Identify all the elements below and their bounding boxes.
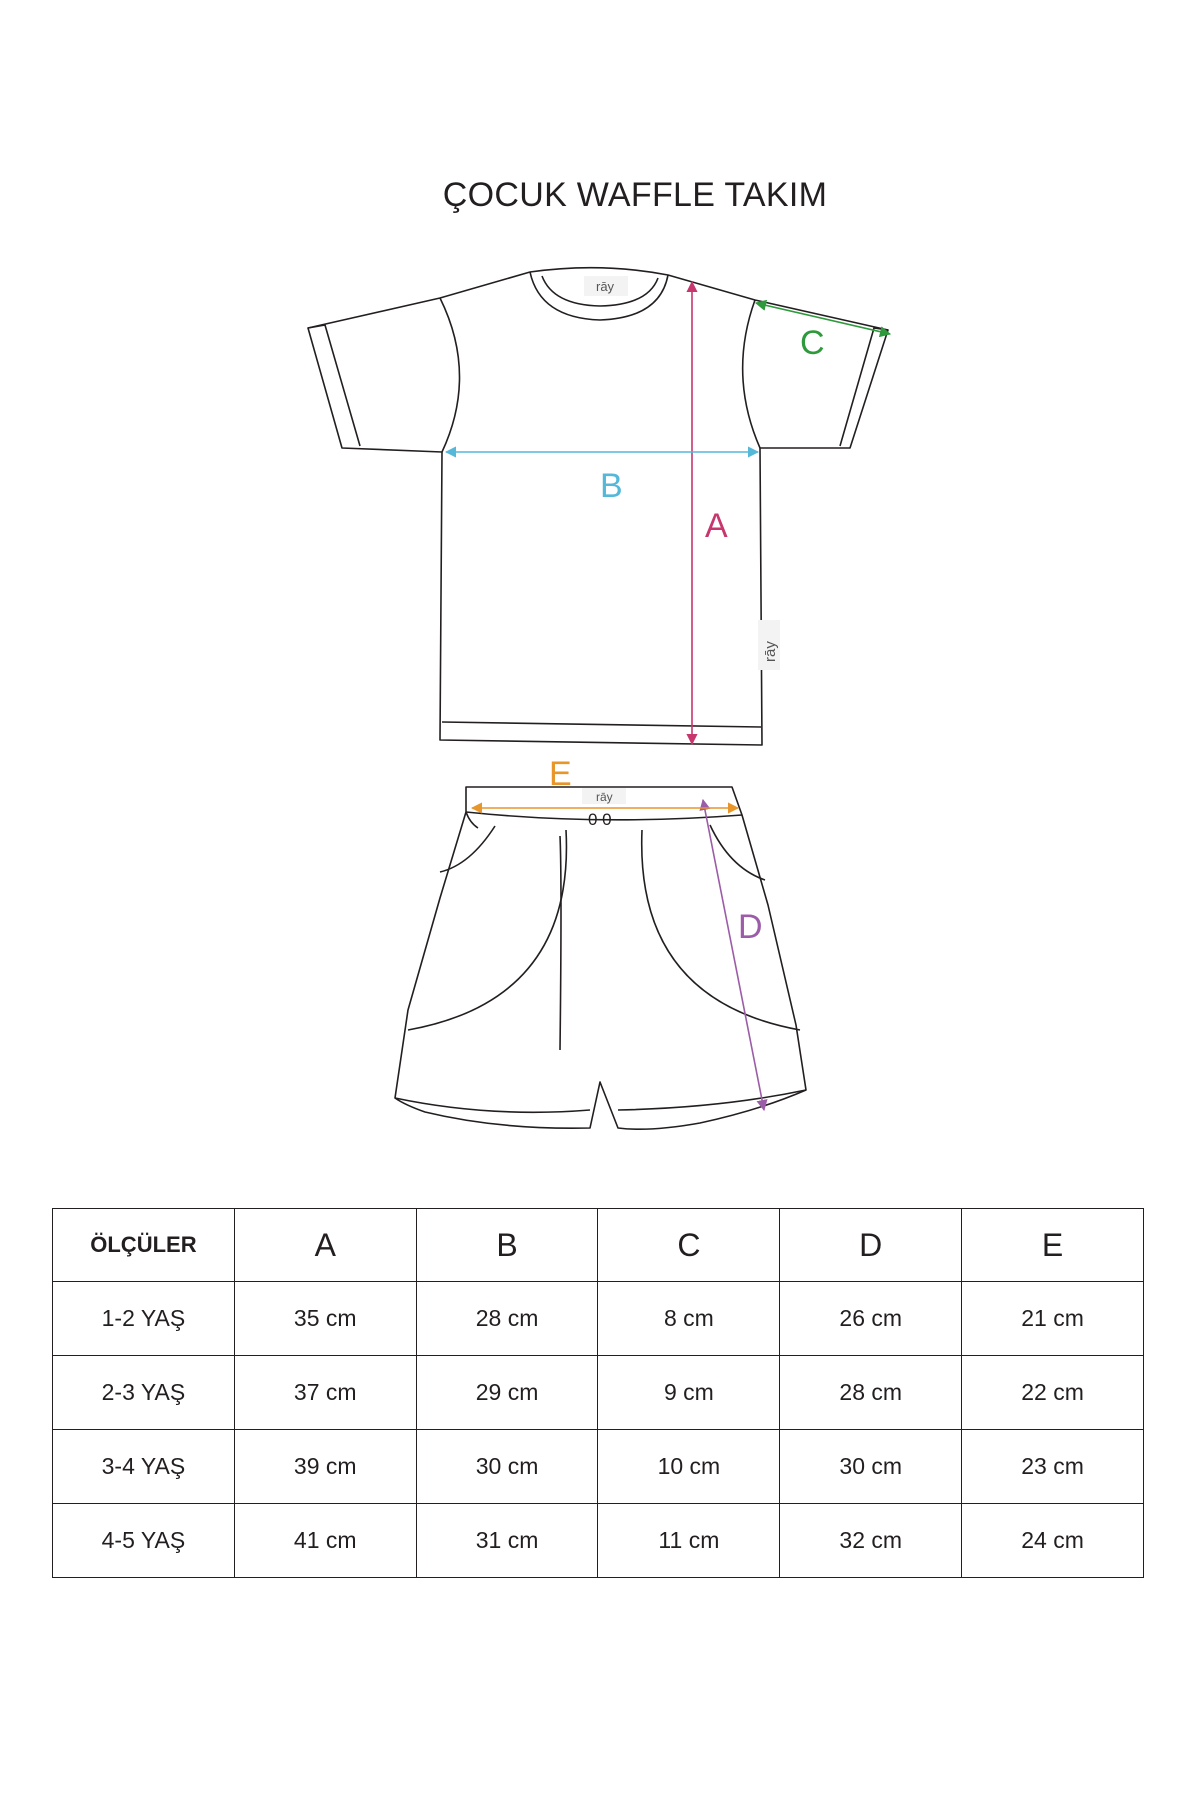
- table-cell: 35 cm: [234, 1282, 416, 1356]
- table-cell: 9 cm: [598, 1356, 780, 1430]
- size-table-corner: ÖLÇÜLER: [53, 1209, 235, 1282]
- age-cell: 4-5 YAŞ: [53, 1504, 235, 1578]
- size-table-header-b: B: [416, 1209, 598, 1282]
- table-cell: 41 cm: [234, 1504, 416, 1578]
- measure-a-label: A: [705, 507, 728, 545]
- button-marks: 0 0: [588, 810, 612, 829]
- table-cell: 37 cm: [234, 1356, 416, 1430]
- size-table-header-a: A: [234, 1209, 416, 1282]
- measure-d-label: D: [738, 908, 763, 946]
- table-cell: 11 cm: [598, 1504, 780, 1578]
- side-label: [758, 620, 780, 670]
- waist-label-text: rāy: [596, 790, 613, 804]
- age-cell: 1-2 YAŞ: [53, 1282, 235, 1356]
- table-cell: 30 cm: [416, 1430, 598, 1504]
- page-title: ÇOCUK WAFFLE TAKIM: [442, 176, 828, 214]
- table-cell: 22 cm: [962, 1356, 1144, 1430]
- table-cell: 24 cm: [962, 1504, 1144, 1578]
- size-table-header-d: D: [780, 1209, 962, 1282]
- table-cell: 30 cm: [780, 1430, 962, 1504]
- side-label-text: rāy: [762, 641, 779, 662]
- neck-label: [584, 276, 628, 296]
- size-table-header-e: E: [962, 1209, 1144, 1282]
- table-cell: 21 cm: [962, 1282, 1144, 1356]
- size-table-header-c: C: [598, 1209, 780, 1282]
- measure-b-label: B: [600, 467, 623, 505]
- table-cell: 28 cm: [780, 1356, 962, 1430]
- size-table-header-row: [53, 1209, 1144, 1282]
- measure-c-label: C: [800, 324, 825, 362]
- table-cell: 28 cm: [416, 1282, 598, 1356]
- table-cell: 31 cm: [416, 1504, 598, 1578]
- measure-d-arrow: [703, 800, 764, 1110]
- table-cell: 10 cm: [598, 1430, 780, 1504]
- table-row: [53, 1282, 1144, 1356]
- size-table: [52, 1208, 1144, 1578]
- table-cell: 26 cm: [780, 1282, 962, 1356]
- table-cell: 23 cm: [962, 1430, 1144, 1504]
- table-cell: 29 cm: [416, 1356, 598, 1430]
- table-cell: 39 cm: [234, 1430, 416, 1504]
- table-row: [53, 1430, 1144, 1504]
- neck-label-text: rāy: [596, 279, 615, 294]
- age-cell: 2-3 YAŞ: [53, 1356, 235, 1430]
- table-cell: 8 cm: [598, 1282, 780, 1356]
- measure-e-label: E: [549, 755, 572, 793]
- table-cell: 32 cm: [780, 1504, 962, 1578]
- table-row: [53, 1504, 1144, 1578]
- waist-label: [582, 788, 626, 804]
- shorts-drawing: [395, 787, 806, 1129]
- table-row: [53, 1356, 1144, 1430]
- age-cell: 3-4 YAŞ: [53, 1430, 235, 1504]
